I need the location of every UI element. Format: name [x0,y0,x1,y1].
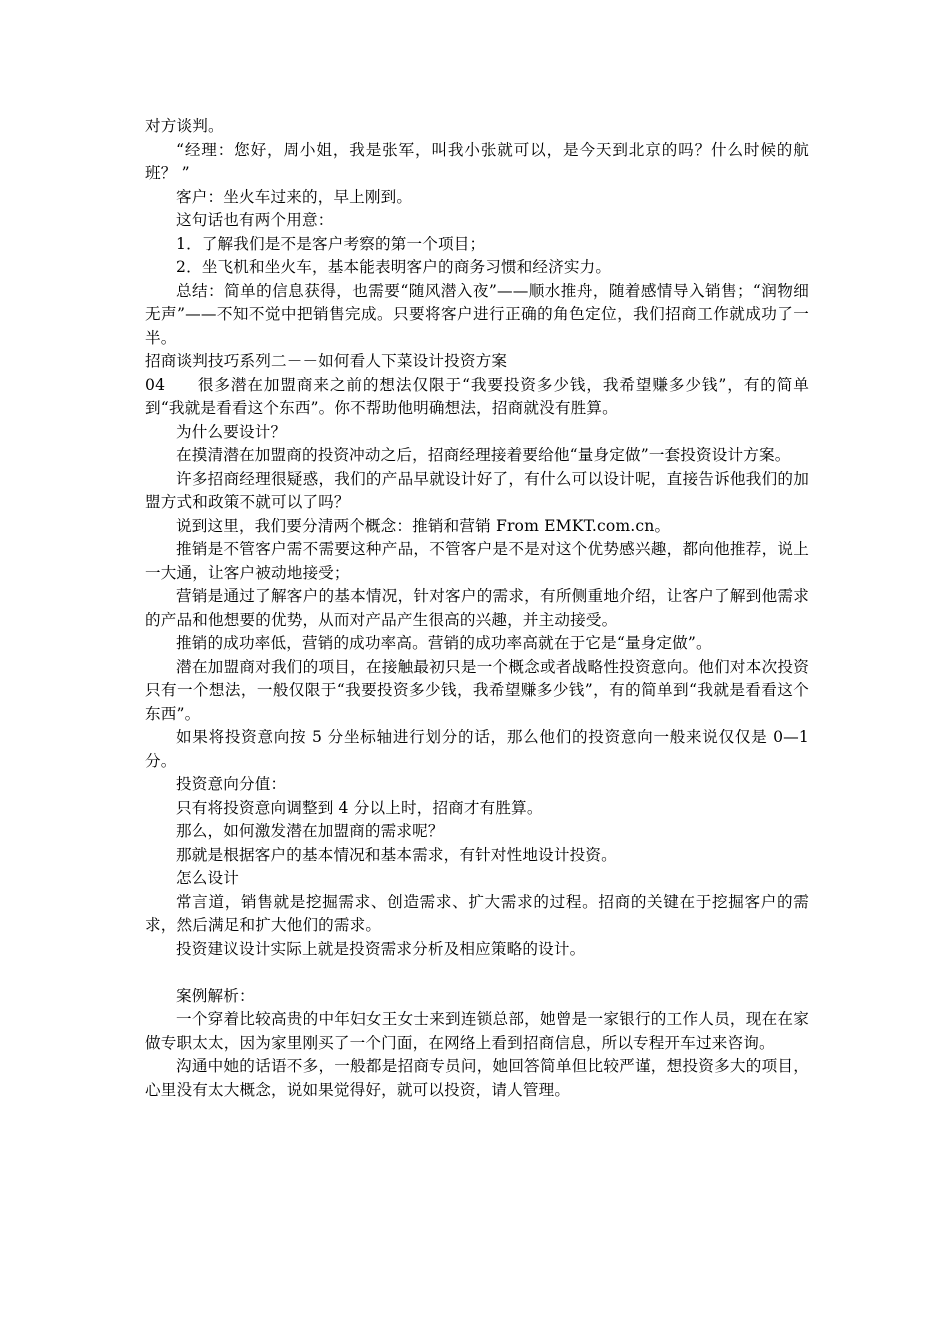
paragraph: 那就是根据客户的基本情况和基本需求，有针对性地设计投资。 [176,845,617,864]
paragraph-text: 很多潜在加盟商来之前的想法仅限于“我要投资多少钱，我希望赚多少钱”，有的简单到“我就是看看这个东西”。你不帮助他明确想法，招商就没有胜算。 [145,375,809,417]
list-item: 2．坐飞机和坐火车，基本能表明客户的商务习惯和经济实力。 [176,258,612,276]
paragraph: 推销是不管客户需不需要这种产品，不管客户是不是对这个优势感兴趣，都向他推荐，说上一大通，让客户被动地接受； [145,540,809,582]
paragraph: 一个穿着比较高贵的中年妇女王女士来到连锁总部，她曾是一家银行的工作人员，现在在家做专职太太，因为家里刚买了一个门面，在网络上看到招商信息，所以专程开车过来咨询。 [145,1010,809,1052]
paragraph: 常言道，销售就是挖掘需求、创造需求、扩大需求的过程。招商的关键在于挖掘客户的需求，然后满足和扩大他们的需求。 [145,892,809,934]
list-item: 1．了解我们是不是客户考察的第一个项目； [176,234,486,253]
paragraph: 说到这里，我们要分清两个概念：推销和营销 From EMKT.com.cn。 [176,516,671,535]
section-number: 04 [145,375,166,394]
paragraph: 推销的成功率低，营销的成功率高。营销的成功率高就在于它是“量身定做”。 [176,634,712,652]
paragraph: 如果将投资意向按 5 分坐标轴进行划分的话，那么他们的投资意向一般来说仅仅是 0—1 分。 [145,728,809,770]
section-heading: 招商谈判技巧系列二－－如何看人下菜设计投资方案 [145,352,508,370]
subheading: 为什么要设计？ [176,422,287,441]
paragraph: 总结：简单的信息获得，也需要“随风潜入夜”——顺水推舟，随着感情导入销售；“润物细无声”——不知不觉中把销售完成。只要将客户进行正确的角色定位，我们招商工作就成功了一半。 [145,281,809,347]
paragraph: 对方谈判。 [145,117,224,135]
paragraph: 投资建议设计实际上就是投资需求分析及相应策略的设计。 [176,939,586,958]
paragraph [145,374,809,421]
blank-line [145,961,809,985]
paragraph: 沟通中她的话语不多，一般都是招商专员问，她回答简单但比较严谨，想投资多大的项目，心里没有太大概念，说如果觉得好，就可以投资，请人管理。 [145,1057,809,1099]
subheading: 怎么设计 [176,869,239,887]
paragraph: 潜在加盟商对我们的项目，在接触最初只是一个概念或者战略性投资意向。他们对本次投资只有一个想法，一般仅限于“我要投资多少钱，我希望赚多少钱”，有的简单到“我就是看看这个东西”。 [145,657,809,723]
document-body [145,115,809,1102]
paragraph: 客户：坐火车过来的，早上刚到。 [176,187,413,206]
paragraph: 那么，如何激发潜在加盟商的需求呢？ [176,822,444,840]
paragraph: “经理：您好，周小姐，我是张军，叫我小张就可以，是今天到北京的吗？什么时候的航班？ ” [145,140,809,182]
paragraph: 只有将投资意向调整到 4 分以上时，招商才有胜算。 [176,798,543,817]
paragraph: 这句话也有两个用意： [176,211,334,229]
paragraph: 营销是通过了解客户的基本情况，针对客户的需求，有所侧重地介绍，让客户了解到他需求的产品和他想要的优势，从而对产品产生很高的兴趣，并主动接受。 [145,587,809,629]
paragraph: 在摸清潜在加盟商的投资冲动之后，招商经理接着要给他“量身定做”一套投资设计方案。 [176,446,791,464]
paragraph: 投资意向分值： [176,775,287,793]
paragraph: 许多招商经理很疑惑，我们的产品早就设计好了，有什么可以设计呢，直接告诉他我们的加盟方式和政策不就可以了吗？ [145,469,809,511]
subheading: 案例解析： [176,986,255,1005]
